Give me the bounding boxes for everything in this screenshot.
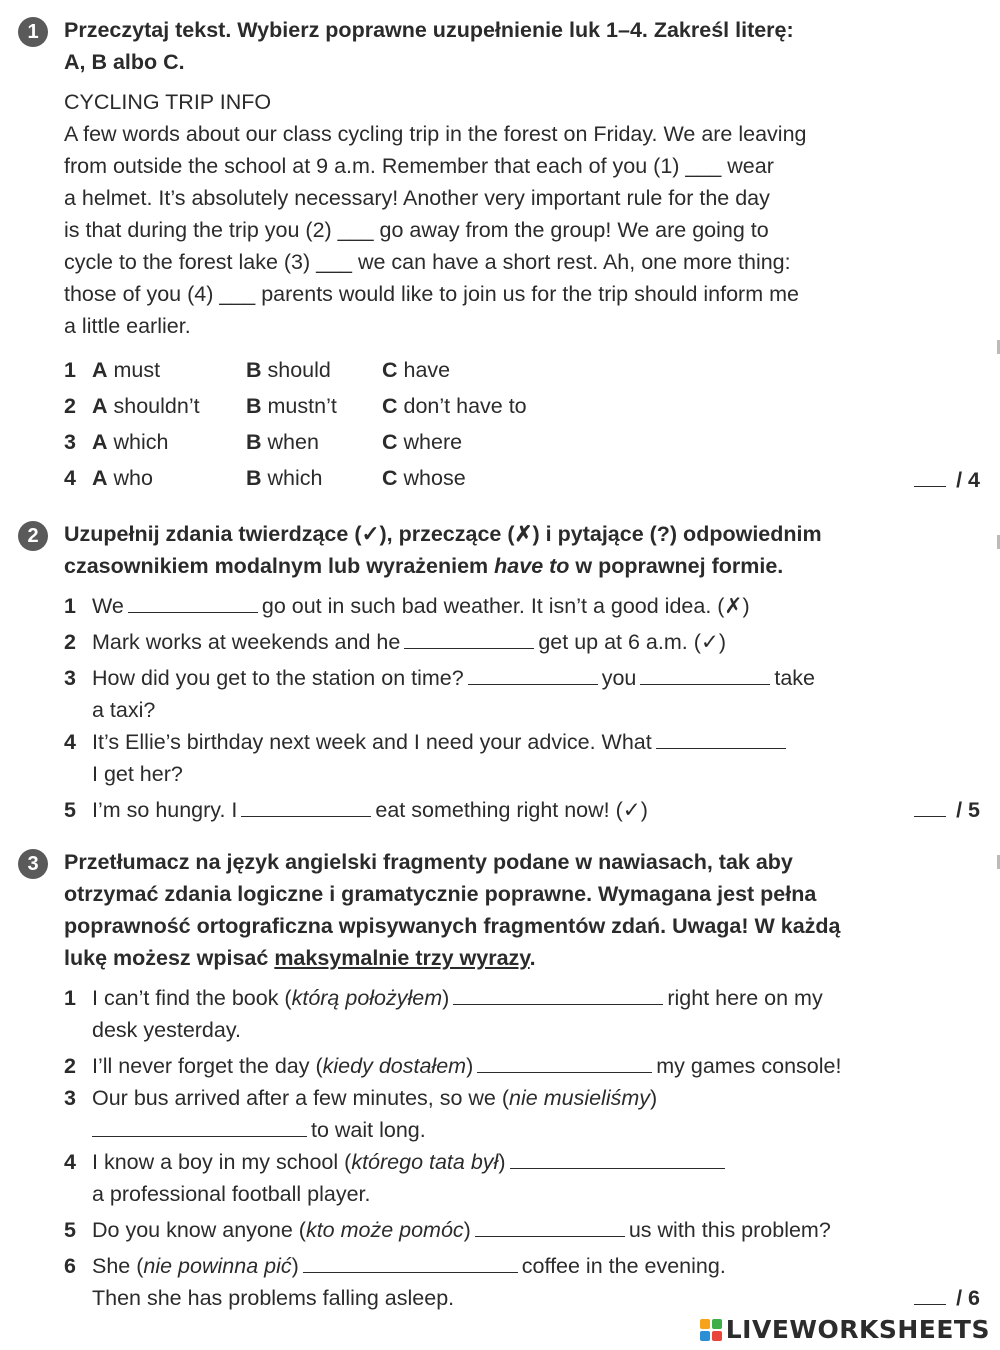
answer-gap[interactable] [303, 1252, 518, 1273]
answer-gap[interactable] [128, 592, 258, 613]
answer-gap[interactable] [468, 664, 598, 685]
score-input[interactable] [914, 796, 946, 817]
score-box: / 6 [914, 1282, 980, 1314]
option-b[interactable]: B when [246, 430, 319, 454]
question-item: 5 I’m so hungry. I eat something right now! (✓) / 5 [64, 794, 980, 826]
option-b[interactable]: B which [246, 466, 323, 490]
option-c[interactable]: C whose [382, 466, 466, 490]
exercise-1 [18, 14, 980, 496]
score-input[interactable] [914, 1284, 946, 1305]
option-b[interactable]: B mustn’t [246, 394, 337, 418]
question-item: 3 Our bus arrived after a few minutes, so we (nie musieliśmy) to wait long. [64, 1086, 658, 1142]
exercise-number-badge: 2 [18, 521, 48, 551]
score-box: / 5 [914, 794, 980, 826]
text-heading: CYCLING TRIP INFO [64, 90, 272, 114]
question-item: 1 I can’t find the book (którą położyłem) right here on my desk yesterday. [64, 986, 823, 1042]
option-row: 2 A shouldn’t B mustn’t C don’t have to [64, 388, 980, 424]
answer-gap[interactable] [477, 1052, 652, 1073]
score-box: / 4 [914, 462, 980, 498]
answer-gap[interactable] [475, 1216, 625, 1237]
answer-gap[interactable] [510, 1148, 725, 1169]
question-item: 2 Mark works at weekends and he get up at 6 a.m. (✓) [64, 630, 727, 654]
option-c[interactable]: C where [382, 430, 463, 454]
option-a[interactable]: A who [92, 466, 153, 490]
exercise-number-badge: 1 [18, 17, 48, 47]
question-item: 5 Do you know anyone (kto może pomóc) us with this problem? [64, 1218, 831, 1242]
option-c[interactable]: C don’t have to [382, 394, 527, 418]
exercise-1-instruction: Przeczytaj tekst. Wybierz poprawne uzupełnienie luk 1–4. Zakreśl literę: A, B albo C. [64, 18, 794, 74]
option-row: 1 A must B should C have [64, 352, 980, 388]
answer-gap[interactable] [656, 728, 786, 749]
exercise-2-instruction: Uzupełnij zdania twierdzące (✓), przeczące (✗) i pytające (?) odpowiednim czasownikiem modalnym lub wyrażeniem have to w poprawnej formie. [64, 522, 822, 578]
exercise-3-instruction: Przetłumacz na język angielski fragmenty podane w nawiasach, tak aby otrzymać zdania logiczne i gramatycznie poprawne. Wymagana jest pełna poprawność ortograficzna wpisywanych fragmentów zdań. Uwaga! W każdą lukę możesz wpisać maksymalnie trzy wyrazy. [64, 850, 841, 970]
liveworksheets-logo: LIVEWORKSHEETS [700, 1315, 990, 1344]
exercise-2 [18, 518, 980, 826]
option-row: 3 A which B when C where [64, 424, 980, 460]
option-c[interactable]: C have [382, 358, 451, 382]
question-item: 6 She (nie powinna pić) coffee in the evening. Then she has problems falling asleep. / 6 [64, 1250, 980, 1314]
answer-gap[interactable] [92, 1116, 307, 1137]
logo-icon [700, 1319, 722, 1341]
question-item: 3 How did you get to the station on time? you take a taxi? [64, 666, 816, 722]
option-a[interactable]: A must [92, 358, 161, 382]
question-item: 4 It’s Ellie’s birthday next week and I need your advice. What I get her? [64, 726, 980, 790]
option-a[interactable]: A shouldn’t [92, 394, 200, 418]
question-item: 2 I’ll never forget the day (kiedy dostałem) my games console! [64, 1054, 842, 1078]
option-a[interactable]: A which [92, 430, 169, 454]
answer-gap[interactable] [453, 984, 663, 1005]
answer-gap[interactable] [241, 796, 371, 817]
score-input[interactable] [914, 466, 946, 487]
exercise-number-badge: 3 [18, 849, 48, 879]
exercise-3 [18, 846, 980, 1314]
option-b[interactable]: B should [246, 358, 331, 382]
reading-text: A few words about our class cycling trip in the forest on Friday. We are leaving from outside the school at 9 a.m. Remember that each of you (1) ___ wear a helmet. It’s absolutely necessary! Another very important rule for the day is that during the trip you (2) ___ go away from the group! We are going to cycle to the forest lake (3) ___ we can have a short rest. Ah, one more thing: those of you (4) ___ parents would like to join us for the trip should inform me a little earlier. [64, 122, 807, 338]
option-row: 4 A who B which C whose / 4 [64, 460, 980, 496]
answer-gap[interactable] [640, 664, 770, 685]
question-item: 1 We go out in such bad weather. It isn’t a good idea. (✗) [64, 594, 750, 618]
question-item: 4 I know a boy in my school (którego tata był) a professional football player. [64, 1146, 980, 1210]
answer-gap[interactable] [404, 628, 534, 649]
